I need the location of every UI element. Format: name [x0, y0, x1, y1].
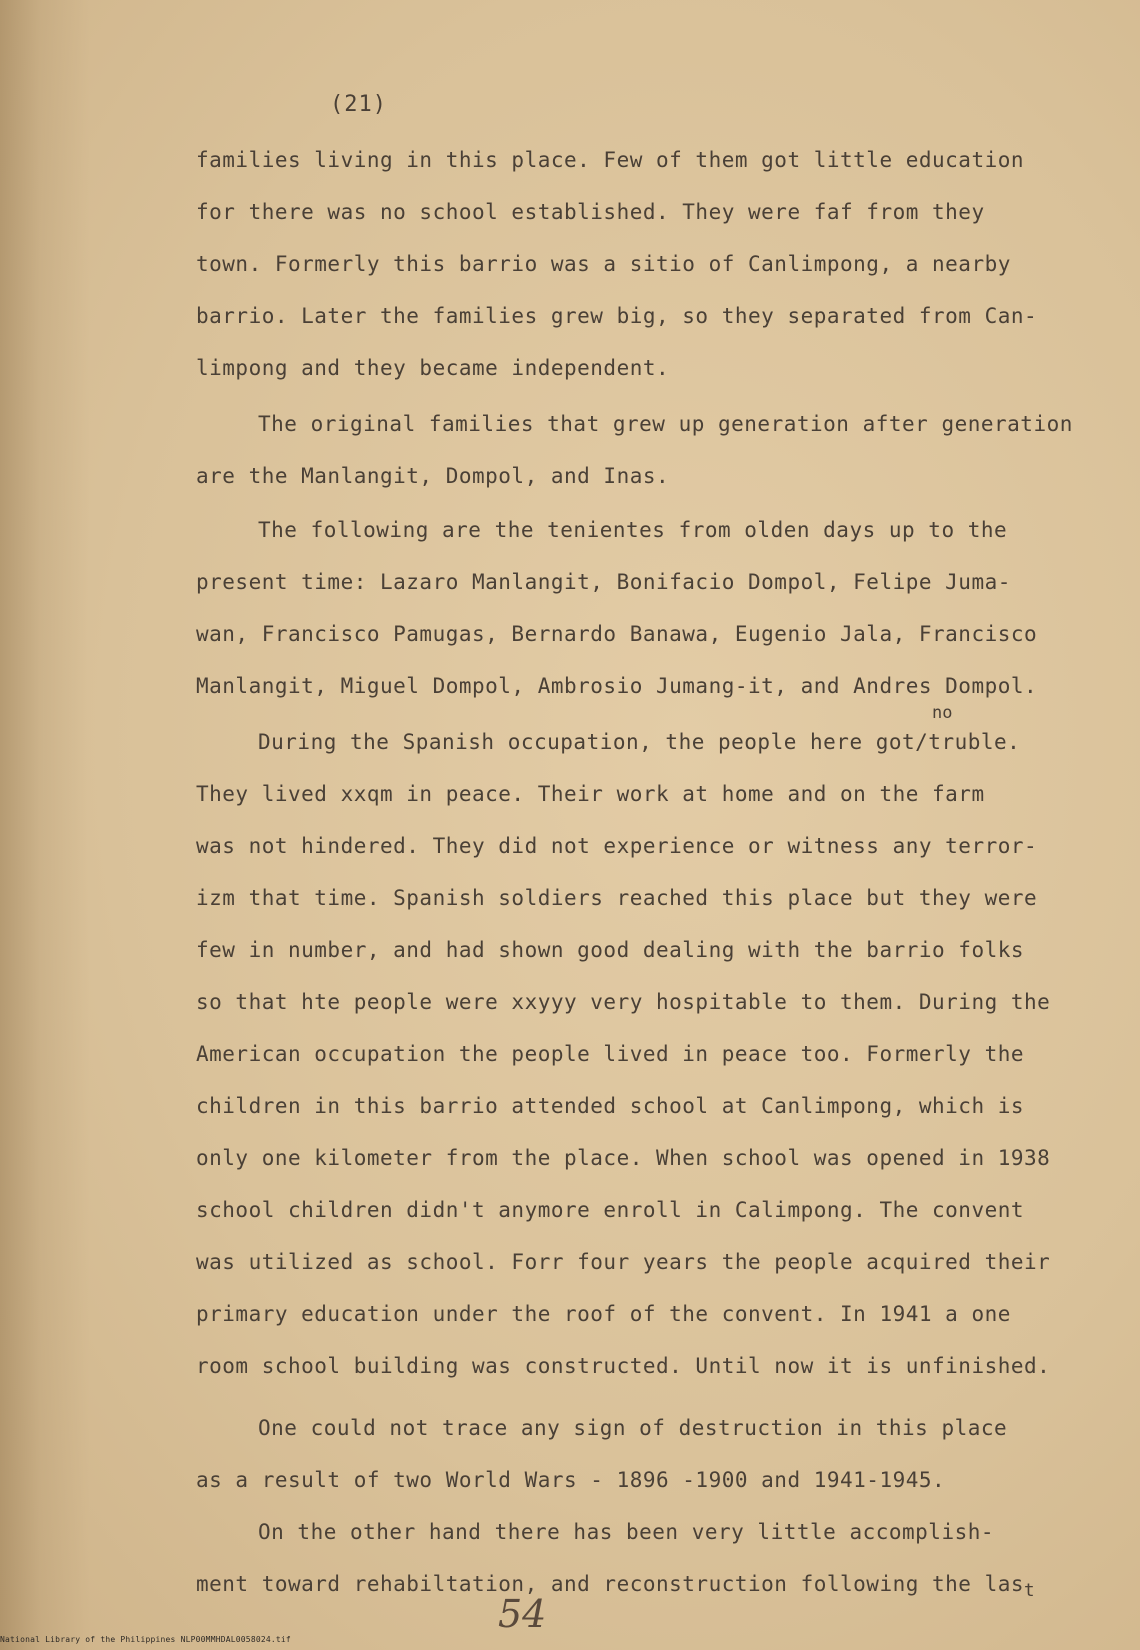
text-line-body: ment toward rehabiltation, and reconstruction following the las — [196, 1572, 1025, 1596]
paragraph-4 — [196, 716, 1056, 1392]
handwritten-page-number: 54 — [498, 1592, 547, 1636]
paragraph-3 — [196, 504, 1056, 712]
text-line: room school building was constructed. Until now it is unfinished. — [196, 1354, 1051, 1378]
paragraph-2 — [196, 398, 1073, 502]
text-line: American occupation the people lived in peace too. Formerly the — [196, 1042, 1025, 1066]
page-number: (21) — [330, 92, 387, 117]
insertion-mark: no — [932, 703, 953, 723]
text-line: school children didn't anymore enroll in Calimpong. The convent — [196, 1198, 1025, 1222]
text-line: They lived xxqm in peace. Their work at home and on the farm — [196, 782, 985, 806]
text-line: only one kilometer from the place. When school was opened in 1938 — [196, 1146, 1051, 1170]
text-line: town. Formerly this barrio was a sitio of Canlimpong, a nearby — [196, 252, 1011, 276]
text-line: On the other hand there has been very little accomplish- — [258, 1520, 995, 1544]
text-line: One could not trace any sign of destruction in this place — [258, 1416, 1008, 1440]
text-line: was utilized as school. Forr four years the people acquired their — [196, 1250, 1051, 1274]
text-line: primary education under the roof of the convent. In 1941 a one — [196, 1302, 1011, 1326]
paragraph-6 — [196, 1506, 1056, 1617]
paragraph-5 — [196, 1402, 1056, 1506]
text-line: for there was no school established. They were faf from they — [196, 200, 985, 224]
archive-footer: National Library of the Philippines NLP00MMHDAL0058024.tif — [0, 1635, 291, 1644]
text-line: are the Manlangit, Dompol, and Inas. — [196, 464, 670, 488]
text-line: wan, Francisco Pamugas, Bernardo Banawa, Eugenio Jala, Francisco — [196, 622, 1038, 646]
text-line: families living in this place. Few of them got little education — [196, 148, 1025, 172]
text-line: was not hindered. They did not experience or witness any terror- — [196, 834, 1038, 858]
text-line: barrio. Later the families grew big, so they separated from Can- — [196, 304, 1038, 328]
text-line: present time: Lazaro Manlangit, Bonifacio Dompol, Felipe Juma- — [196, 570, 1011, 594]
text-line: izm that time. Spanish soldiers reached this place but they were — [196, 886, 1038, 910]
text-line: The following are the tenientes from olden days up to the — [258, 518, 1008, 542]
text-line: Manlangit, Miguel Dompol, Ambrosio Jumang-it, and Andres Dompol. — [196, 674, 1038, 698]
text-line: During the Spanish occupation, the people here got/truble. — [258, 730, 1021, 754]
text-line: as a result of two World Wars - 1896 -1900 and 1941-1945. — [196, 1468, 946, 1492]
text-line: children in this barrio attended school at Canlimpong, which is — [196, 1094, 1025, 1118]
line-end-correction: t — [1024, 1581, 1036, 1602]
text-line — [196, 1558, 1056, 1617]
text-line: few in number, and had shown good dealing with the barrio folks — [196, 938, 1025, 962]
text-line: so that hte people were xxyyy very hospitable to them. During the — [196, 990, 1051, 1014]
paragraph-1 — [196, 134, 1056, 394]
text-line: limpong and they became independent. — [196, 356, 670, 380]
text-line: The original families that grew up generation after generation — [258, 412, 1073, 436]
